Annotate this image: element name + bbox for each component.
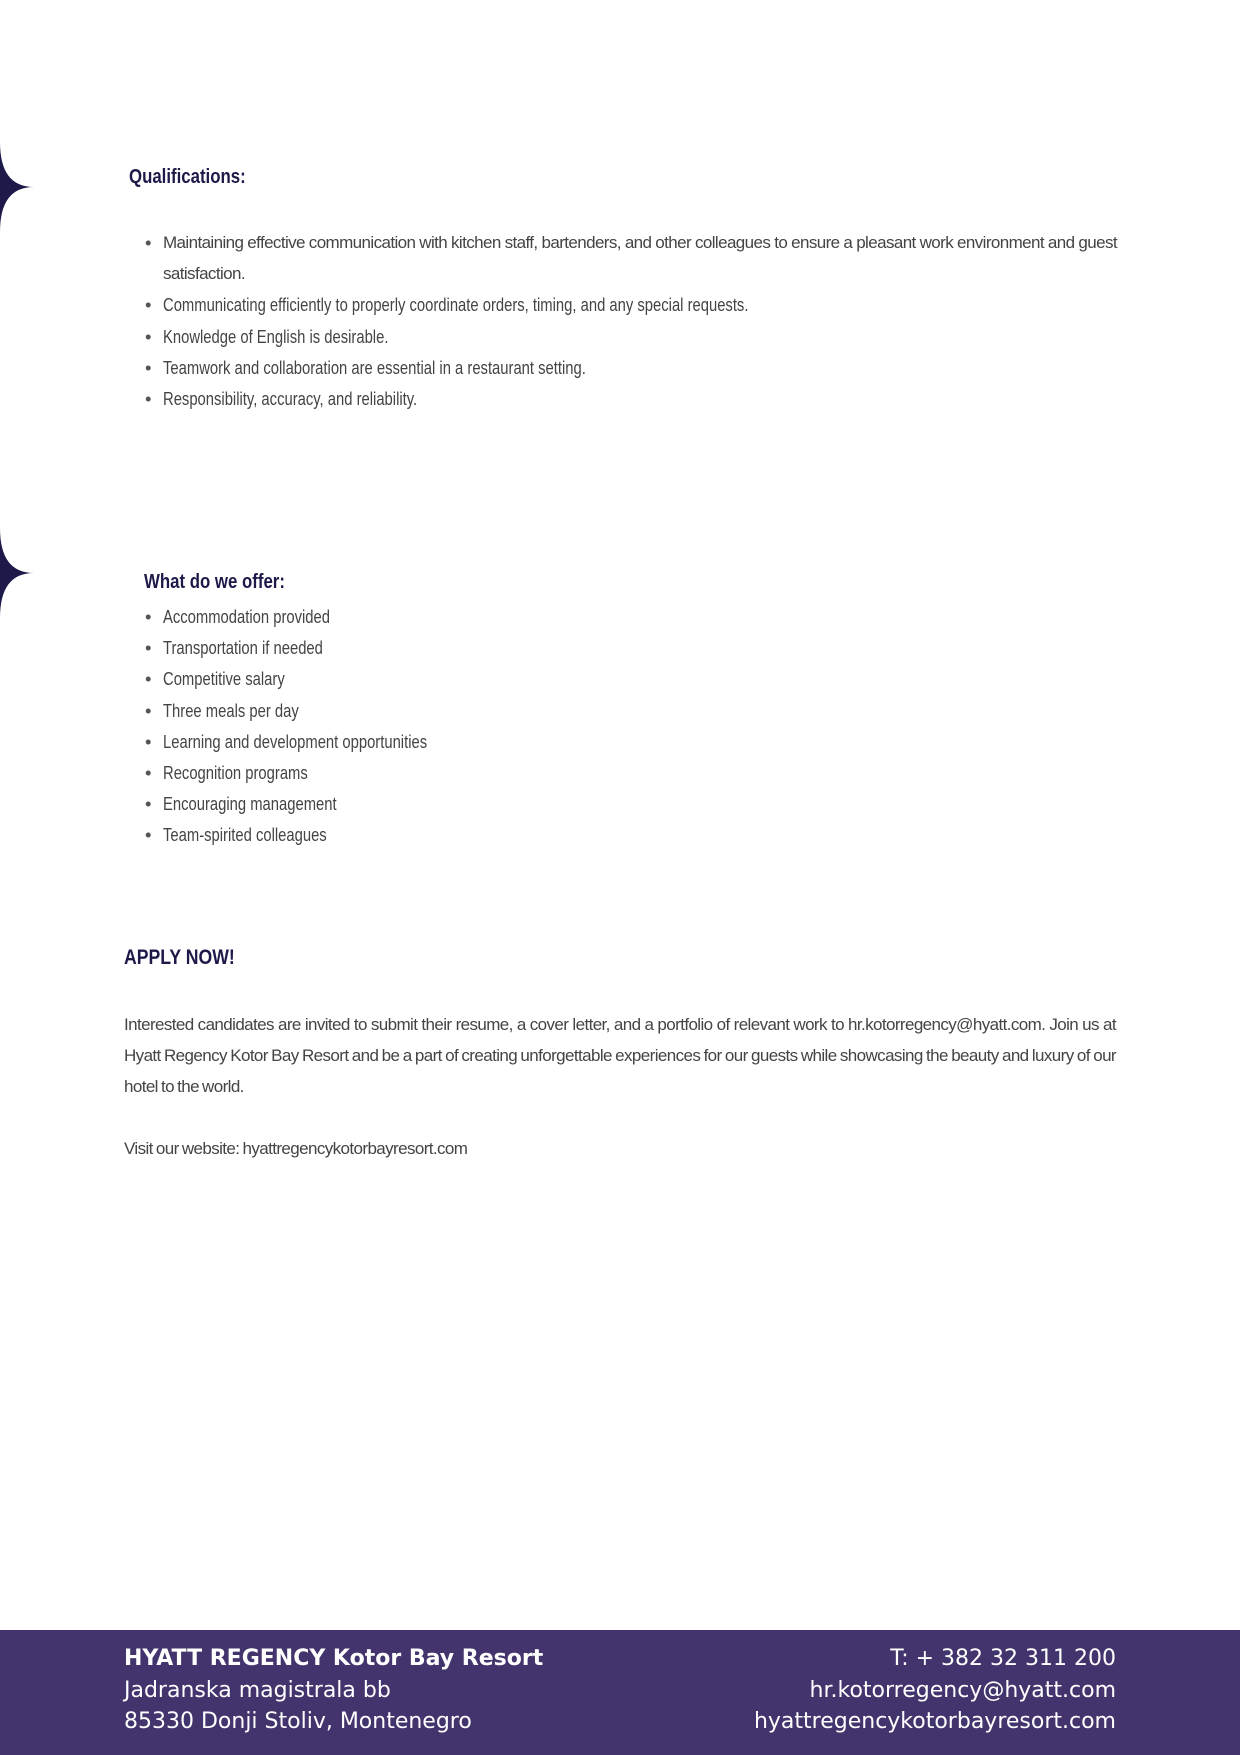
- list-item-text: Three meals per day: [163, 699, 299, 721]
- decorative-star-shape: [0, 528, 40, 618]
- list-item: [145, 227, 1117, 289]
- list-item: [145, 289, 1117, 320]
- list-item-text: Transportation if needed: [163, 637, 323, 659]
- list-item: [145, 663, 745, 694]
- list-item: [145, 632, 745, 663]
- list-item-text: Recognition programs: [163, 762, 308, 784]
- list-item: [145, 352, 1117, 383]
- website-line: Visit our website: hyattregencykotorbayresort.com: [124, 1139, 468, 1158]
- qualifications-list: [145, 227, 1117, 414]
- list-item: [145, 819, 745, 850]
- list-item-text: Team-spirited colleagues: [163, 824, 327, 846]
- footer-company-name: HYATT REGENCY Kotor Bay Resort: [124, 1646, 544, 1671]
- footer-address-block: [124, 1643, 543, 1738]
- list-item-text: • Maintaining effective communication with kitchen staff, bartenders, and other colleagues to ensure a pleasant work environment and guest satisfaction.: [163, 233, 1117, 284]
- list-item-text: Responsibility, accuracy, and reliability.: [163, 388, 418, 410]
- list-item-text: Learning and development opportunities: [163, 730, 428, 752]
- list-item-text: Accommodation provided: [163, 606, 330, 627]
- list-item: [145, 726, 745, 757]
- offer-list: [145, 601, 745, 851]
- footer: [0, 1630, 1240, 1755]
- list-item: [145, 321, 1117, 352]
- list-item-text: Communicating efficiently to properly coordinate orders, timing, and any special requests.: [163, 294, 749, 316]
- offer-heading: What do we offer:: [144, 571, 285, 593]
- list-item: [145, 695, 745, 726]
- decorative-star-shape: [0, 142, 40, 232]
- apply-paragraph: Interested candidates are invited to submit their resume, a cover letter, and a portfolio of relevant work to hr.kotorregency@hyatt.com. Join us at Hyatt Regency Kotor Bay Resort and be a part of creating unforgettable experiences for our guests while showcasing the beauty and luxury of our hotel to the world.: [124, 1015, 1116, 1097]
- list-item-text: Teamwork and collaboration are essential in a restaurant setting.: [163, 356, 586, 378]
- list-item: [145, 757, 745, 788]
- apply-now-heading: APPLY NOW!: [124, 946, 235, 969]
- list-item-text: Competitive salary: [163, 668, 285, 690]
- footer-email: hr.kotorregency@hyatt.com: [809, 1677, 1116, 1703]
- footer-address-line: Jadranska magistrala bb: [124, 1677, 391, 1703]
- qualifications-heading: Qualifications:: [129, 166, 246, 188]
- list-item-text: Encouraging management: [163, 793, 337, 815]
- list-item: [145, 383, 1117, 414]
- footer-website: hyattregencykotorbayresort.com: [753, 1709, 1116, 1734]
- list-item: [145, 601, 745, 632]
- footer-contact-block: [754, 1643, 1116, 1738]
- list-item-text: Knowledge of English is desirable.: [163, 325, 389, 347]
- footer-address-line: 85330 Donji Stoliv, Montenegro: [124, 1709, 472, 1734]
- list-item: [145, 788, 745, 819]
- footer-phone: T: + 382 32 311 200: [890, 1646, 1116, 1671]
